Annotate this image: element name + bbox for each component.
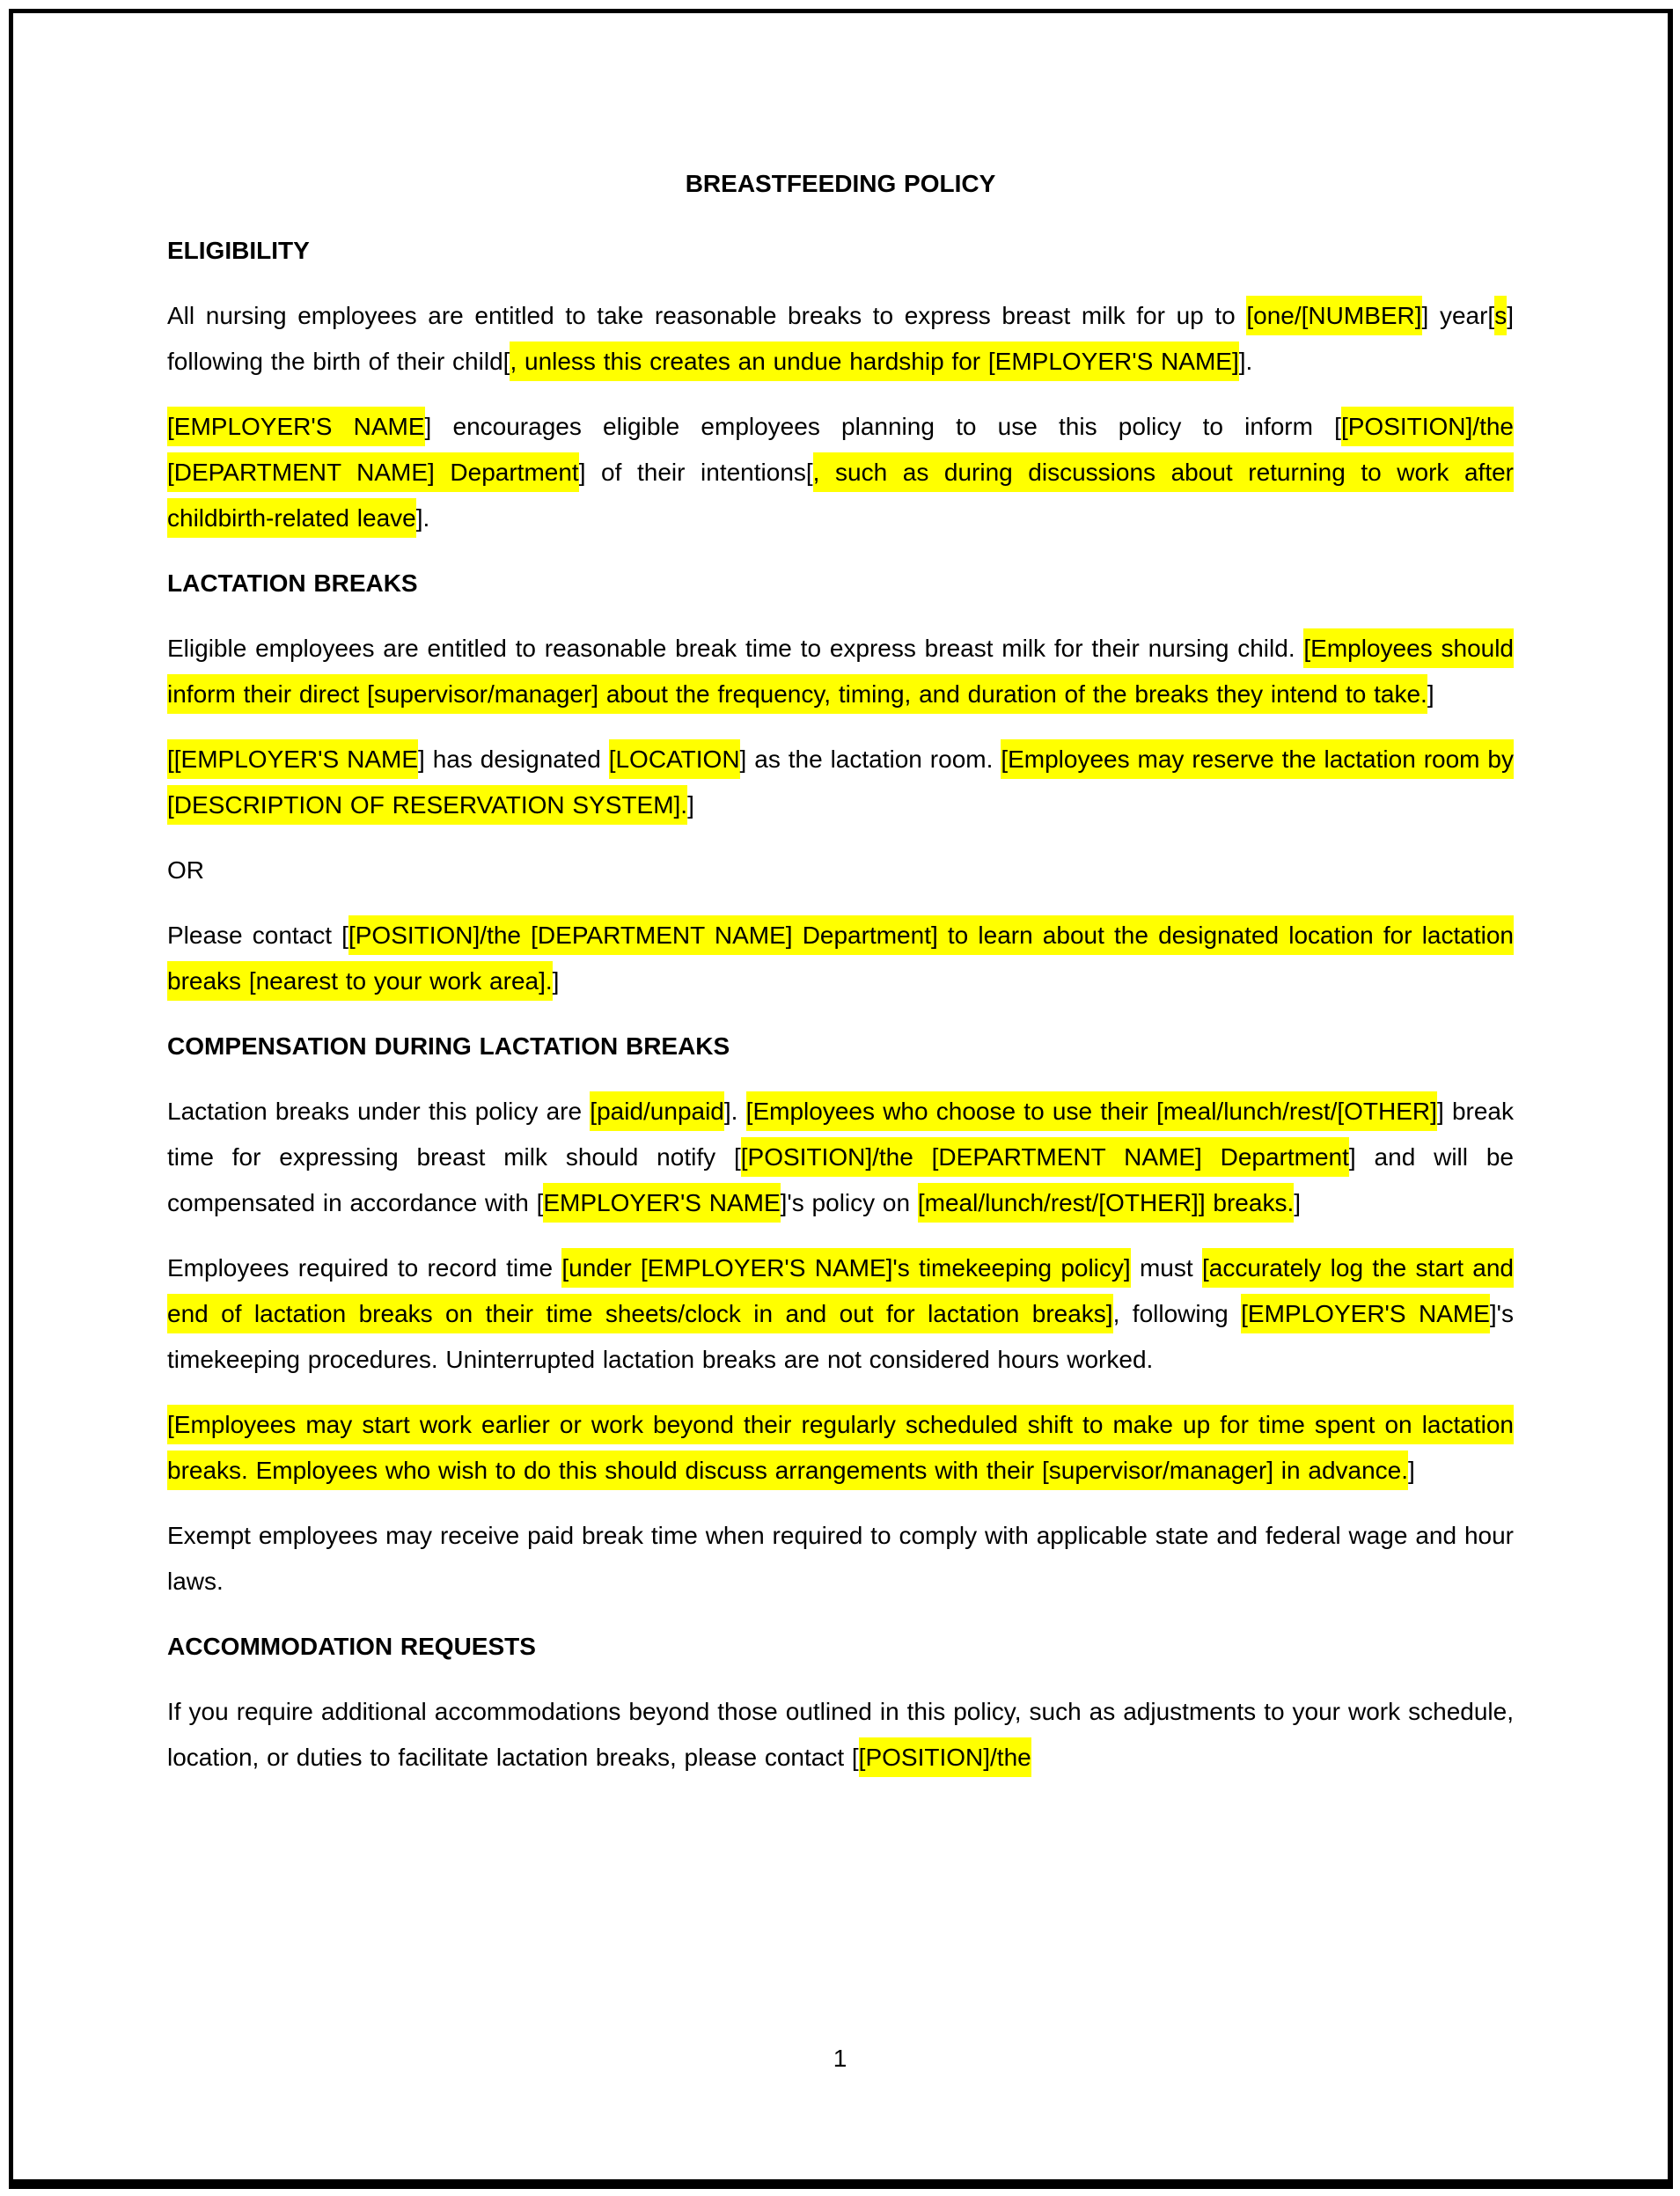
text-run: ] — [1294, 1189, 1301, 1216]
highlighted-text: [paid/unpaid — [590, 1091, 724, 1131]
text-run: must — [1130, 1254, 1202, 1282]
text-run: ]. — [1238, 348, 1253, 375]
paragraph — [167, 293, 1514, 385]
paragraph — [167, 1245, 1514, 1383]
highlighted-text: [[EMPLOYER'S NAME — [167, 739, 418, 779]
highlighted-text: [meal/lunch/rest/[OTHER]] breaks. — [918, 1183, 1294, 1223]
highlighted-text: , unless this creates an undue hardship for [EMPLOYER'S NAME] — [510, 342, 1238, 381]
text-run: OR — [167, 856, 204, 884]
highlighted-text: [Employees may reserve the lactation room by [DESCRIPTION OF RESERVATION SYSTEM]. — [167, 739, 1514, 825]
text-run: ]. — [723, 1098, 746, 1125]
highlighted-text: [EMPLOYER'S NAME — [167, 407, 425, 446]
text-run: Exempt employees may receive paid break time when required to comply with applicable state and federal wage and hour laws. — [167, 1522, 1514, 1595]
text-run: ] encourages eligible employees planning to use this policy to inform [ — [424, 413, 1341, 440]
paragraph — [167, 913, 1514, 1004]
text-run: ] has designated — [418, 745, 609, 773]
highlighted-text: [EMPLOYER'S NAME — [1241, 1294, 1490, 1333]
text-run: Lactation breaks under this policy are — [167, 1098, 591, 1125]
text-run: ] of their intentions[ — [578, 459, 813, 486]
text-run: Eligible employees are entitled to reasonable break time to express breast milk for their nursing child. — [167, 635, 1304, 662]
highlighted-text: [Employees who choose to use their [meal/lunch/rest/[OTHER] — [746, 1091, 1437, 1131]
paragraph — [167, 626, 1514, 717]
highlighted-text: EMPLOYER'S NAME — [543, 1183, 780, 1223]
section-heading: COMPENSATION DURING LACTATION BREAKS — [167, 1032, 730, 1060]
paragraph — [167, 1402, 1514, 1494]
page-border — [9, 9, 1673, 2189]
text-run: ]'s policy on — [780, 1189, 918, 1216]
highlighted-text: [LOCATION — [609, 739, 740, 779]
text-run: Please contact [ — [167, 922, 348, 949]
document-title: BREASTFEEDING POLICY — [685, 170, 996, 197]
text-run: ]. — [415, 504, 430, 532]
highlighted-text: [POSITION]/the [DEPARTMENT NAME] Department — [741, 1137, 1349, 1177]
highlighted-text: [one/[NUMBER] — [1246, 296, 1421, 335]
section-heading: ACCOMMODATION REQUESTS — [167, 1633, 536, 1660]
highlighted-text: [POSITION]/the [DEPARTMENT NAME] Department — [167, 407, 1514, 492]
highlighted-text: [Employees may start work earlier or work beyond their regularly scheduled shift to make up for time spent on lactation breaks. Employees who wish to do this should discuss arrangements with their [supervisor/manager] in advance. — [167, 1405, 1514, 1490]
document-content — [13, 13, 1668, 1781]
paragraph — [167, 404, 1514, 541]
highlighted-text: s — [1494, 296, 1507, 335]
paragraph — [167, 1513, 1514, 1605]
text-run: If you require additional accommodations beyond those outlined in this policy, such as adjustments to your work schedule, location, or duties to facilitate lactation breaks, please contact [ — [167, 1698, 1514, 1771]
text-run: ] break time for expressing breast milk should notify [ — [167, 1098, 1514, 1171]
paragraph — [167, 1089, 1514, 1226]
text-run: ] year[ — [1421, 302, 1495, 329]
document-body — [167, 228, 1514, 1781]
page-number: 1 — [833, 2045, 847, 2072]
paragraph — [167, 1689, 1514, 1781]
highlighted-text: [POSITION]/the — [859, 1737, 1031, 1777]
highlighted-text: , such as during discussions about returning to work after childbirth-related leave — [167, 452, 1514, 538]
section-heading: ELIGIBILITY — [167, 237, 310, 264]
text-run: ] and will be compensated in accordance with [ — [167, 1143, 1514, 1216]
highlighted-text: [POSITION]/the [DEPARTMENT NAME] Department] to learn about the designated location for lactation breaks [nearest to your work area]. — [167, 915, 1514, 1001]
text-run: ] following the birth of their child[ — [167, 302, 1514, 375]
section-heading: LACTATION BREAKS — [167, 569, 418, 597]
text-run: Employees required to record time — [167, 1254, 562, 1282]
text-run: ] — [1408, 1457, 1415, 1484]
highlighted-text: [Employees should inform their direct [supervisor/manager] about the frequency, timing, and duration of the breaks they intend to take. — [167, 628, 1514, 714]
text-run: ] — [1427, 680, 1434, 708]
text-run: ] — [552, 967, 560, 995]
paragraph — [167, 848, 1514, 893]
text-run: All nursing employees are entitled to take reasonable breaks to express breast milk for up to — [167, 302, 1247, 329]
highlighted-text: [under [EMPLOYER'S NAME]'s timekeeping policy] — [561, 1248, 1130, 1288]
paragraph — [167, 737, 1514, 828]
text-run: ] — [687, 791, 694, 819]
highlighted-text: [accurately log the start and end of lactation breaks on their time sheets/clock in and out for lactation breaks] — [167, 1248, 1514, 1333]
text-run: , following — [1112, 1300, 1242, 1327]
text-run: ] as the lactation room. — [739, 745, 1001, 773]
text-run: ]'s timekeeping procedures. Uninterrupted lactation breaks are not considered hours worked. — [167, 1300, 1514, 1373]
